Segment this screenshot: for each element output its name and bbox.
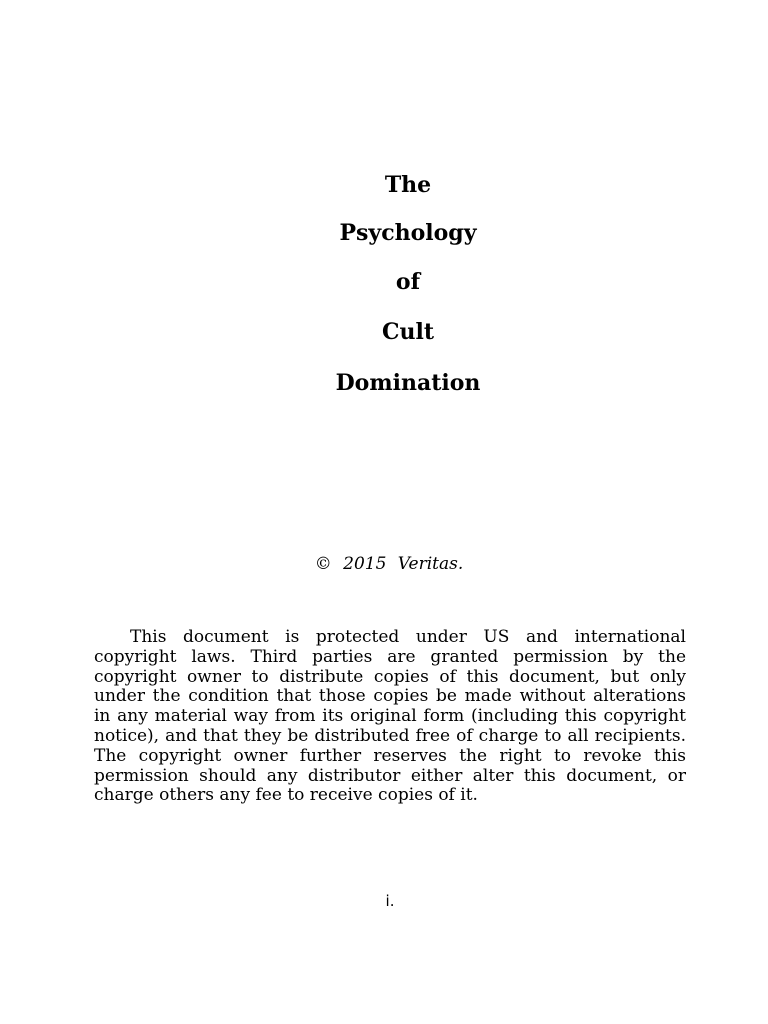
page-number: i. (385, 892, 395, 910)
title-line-3: of (395, 269, 421, 295)
title-line-4: Cult (381, 319, 435, 345)
copyright-notice-paragraph: This document is protected under US and international copyright laws. Third parties are granted permission by the copyright owner to distribute copies of this document, but only under the condition that those copies be made without alterations in any material way from its original form (including this copyright notice), and that they be distributed free of charge to all recipients. The copyright owner further reserves the right to revoke this permission should any distributor either alter this document, or charge others any fee to receive copies of it. (94, 627, 686, 806)
copyright-line: © 2015 Veritas. (314, 554, 464, 574)
title-line-5: Domination (335, 370, 481, 396)
title-line-1: The (384, 172, 432, 198)
title-line-2: Psychology (339, 220, 477, 246)
